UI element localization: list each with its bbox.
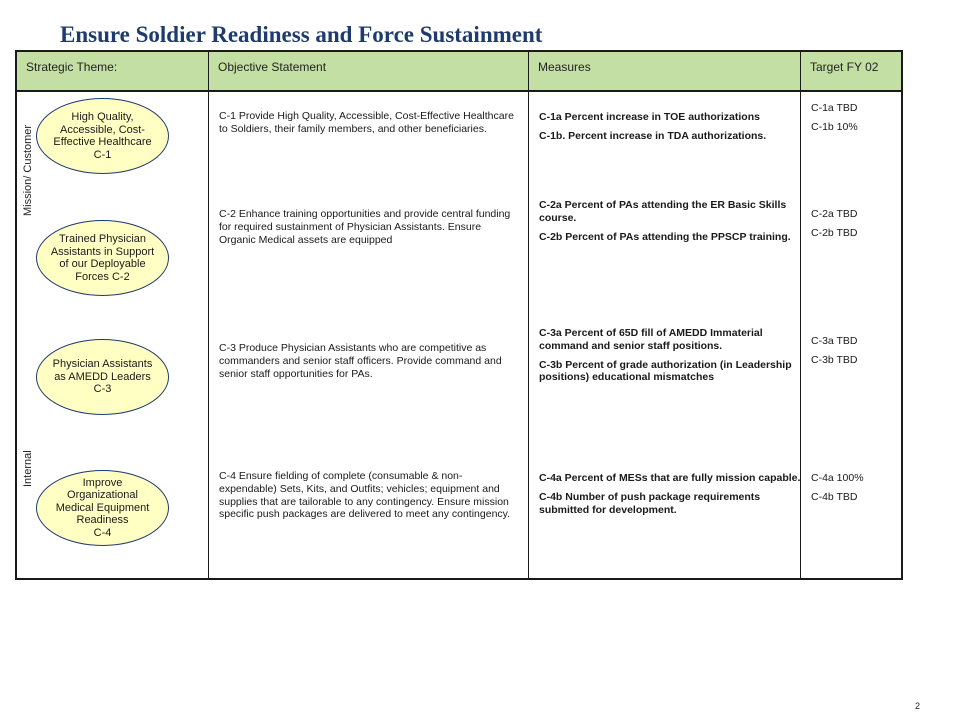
measures-c2	[539, 199, 807, 249]
target-c3b: C-3b TBD	[811, 353, 858, 366]
theme-line: Physician Assistants	[52, 358, 153, 371]
theme-line: C-3	[93, 383, 112, 396]
measure-c3b: C-3b Percent of grade authorization (in Leadership positions) educational mismatches	[539, 358, 792, 384]
objective-c4: C-4 Ensure fielding of complete (consumable & non-expendable) Sets, Kits, and Outfits; vehicles; equipment and supplies that are tailorable to any contingency. Ensure mission specific push packages are delivered to meet any contingency.	[219, 470, 511, 521]
theme-line: as AMEDD Leaders	[54, 370, 151, 383]
targets-c4	[811, 472, 899, 510]
theme-oval-c1	[36, 98, 169, 174]
objective-c1: C-1 Provide High Quality, Accessible, Cost-Effective Healthcare to Soldiers, their family members, and other beneficiaries.	[219, 110, 514, 135]
target-c1a: C-1a TBD	[811, 102, 858, 114]
theme-line: Accessible, Cost-	[60, 123, 145, 136]
target-c4a: C-4a 100%	[811, 472, 864, 484]
measures-c4	[539, 472, 807, 522]
measure-c1b: C-1b. Percent increase in TDA authorizations.	[539, 129, 767, 142]
targets-c1	[811, 102, 899, 140]
measure-c4b: C-4b Number of push package requirements submitted for development.	[539, 490, 761, 516]
measures-c3	[539, 327, 807, 390]
theme-line: Readiness	[76, 514, 129, 527]
scorecard-table	[15, 50, 903, 580]
header-measures: Measures	[538, 60, 591, 74]
target-c3a: C-3a TBD	[811, 335, 858, 347]
objective-c2: C-2 Enhance training opportunities and provide central funding for required sustainment of Physician Assistants. Ensure Organic Medical assets are equipped	[219, 208, 511, 246]
side-label-internal: Internal	[22, 450, 34, 487]
theme-line: Medical Equipment	[55, 501, 150, 514]
theme-line: C-4	[93, 526, 112, 539]
page-number: 2	[915, 701, 921, 711]
theme-oval-c3	[36, 339, 169, 415]
column-divider	[528, 52, 529, 578]
measure-c3a: C-3a Percent of 65D fill of AMEDD Immaterial command and senior staff positions.	[539, 327, 763, 352]
header-target: Target FY 02	[810, 60, 879, 74]
theme-line: Organizational	[67, 489, 138, 502]
theme-line: of our Deployable	[59, 258, 146, 270]
measure-c2b: C-2b Percent of PAs attending the PPSCP training.	[539, 230, 791, 243]
theme-line: Assistants in Support	[50, 245, 155, 258]
targets-c2	[811, 208, 899, 246]
measure-c4a: C-4a Percent of MESs that are fully mission capable.	[539, 472, 801, 484]
header-strategic-theme: Strategic Theme:	[26, 60, 118, 74]
page-title: Ensure Soldier Readiness and Force Sustainment	[60, 22, 543, 47]
theme-line: Forces C-2	[75, 270, 130, 283]
theme-oval-c2	[36, 220, 169, 296]
target-c2b: C-2b TBD	[811, 226, 858, 239]
targets-c3	[811, 335, 899, 373]
column-divider	[208, 52, 209, 578]
theme-line: Trained Physician	[58, 233, 147, 245]
objective-c3: C-3 Produce Physician Assistants who are competitive as commanders and senior staff officers. Provide command and senior staff opportunities for PAs.	[219, 342, 502, 380]
measures-c1	[539, 111, 807, 149]
target-c1b: C-1b 10%	[811, 120, 858, 133]
theme-oval-c4	[36, 470, 169, 546]
theme-line: Improve	[82, 476, 123, 489]
measure-c2a: C-2a Percent of PAs attending the ER Basic Skills course.	[539, 199, 787, 224]
side-label-mission-customer: Mission/ Customer	[22, 124, 34, 216]
theme-line: Effective Healthcare	[53, 136, 152, 148]
theme-line: C-1	[93, 148, 112, 161]
table-header	[17, 52, 901, 92]
measure-c1a: C-1a Percent increase in TOE authorizations	[539, 111, 760, 123]
theme-line: High Quality,	[71, 111, 134, 123]
target-c4b: C-4b TBD	[811, 490, 858, 503]
target-c2a: C-2a TBD	[811, 208, 858, 220]
header-objective-statement: Objective Statement	[218, 60, 327, 74]
